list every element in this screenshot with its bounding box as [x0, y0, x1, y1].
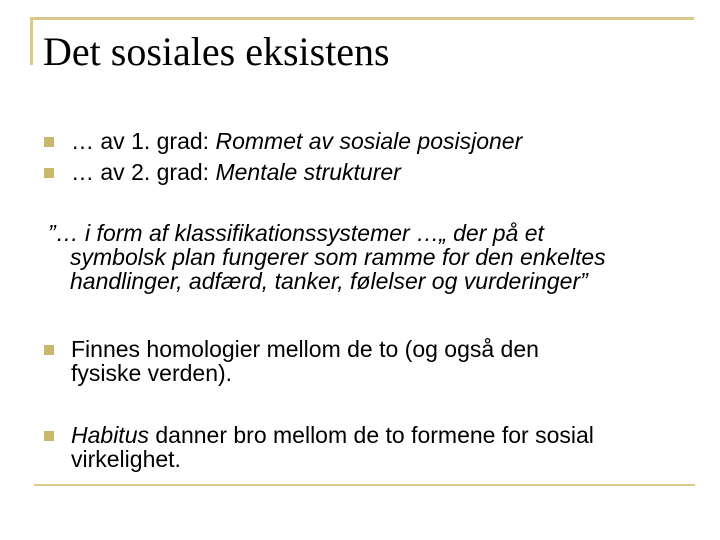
quote-line: symbolsk plan fungerer som ramme for den enkeltes	[70, 244, 606, 270]
bullet-item-4-line-2: virkelighet.	[71, 446, 181, 472]
quote-line: ”… i form af klassifikationssystemer …„ der på et	[48, 220, 544, 246]
bullet-item-1-prefix: … av 1. grad:	[71, 128, 216, 154]
bullet-item-4-italic: Habitus	[71, 422, 149, 448]
bullet-item-1-italic: Rommet av sosiale posisjoner	[215, 128, 523, 154]
bullet-item-2	[71, 160, 401, 184]
frame-left-line	[30, 17, 33, 65]
bullet-item-3-line-2: fysiske verden).	[71, 360, 233, 386]
bullet-item-2-italic: Mentale strukturer	[215, 159, 401, 185]
quote-line: handlinger, adfærd, tanker, følelser og vurderinger”	[70, 268, 588, 294]
frame-top-line	[30, 17, 694, 20]
bullet-item-2-prefix: … av 2. grad:	[71, 159, 216, 185]
bullet-marker	[44, 345, 54, 355]
bullet-item-3-line-1: Finnes homologier mellom de to (og også den	[71, 336, 539, 362]
bullet-marker	[44, 431, 54, 441]
bullet-marker	[44, 137, 54, 147]
slide-title: Det sosiales eksistens	[43, 29, 390, 74]
bullet-item-1	[71, 129, 522, 153]
quote-block	[48, 221, 688, 293]
bullet-item-4-line-1	[71, 423, 594, 447]
bottom-rule	[34, 484, 695, 486]
bullet-item-4-rest: danner bro mellom de to formene for sosial	[148, 422, 594, 448]
bullet-marker	[44, 168, 54, 178]
